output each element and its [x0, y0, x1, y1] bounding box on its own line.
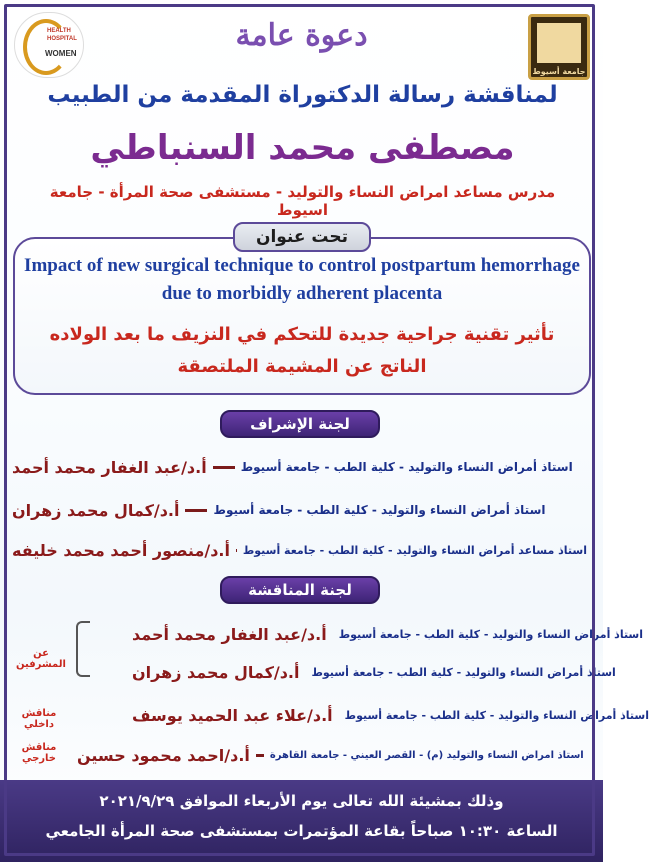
member-name: أ.د/كمال محمد زهران [12, 500, 180, 520]
member-affiliation: استاذ أمراض النساء والتوليد - كلية الطب - جامعة أسيوط [338, 627, 644, 641]
candidate-name: مصطفى محمد السنباطي [90, 128, 515, 168]
right-logo-text: جامعة أسيوط [532, 67, 586, 76]
english-thesis-title: Impact of new surgical technique to control postpartum hemorrhage due to morbidly adherent placenta [24, 255, 580, 304]
member-name: أ.د/عبد الغفار محمد أحمد [132, 624, 327, 644]
footer-date-line: وذلك بمشيئة الله تعالى يوم الأربعاء الموافق ٢٠٢١/٩/٢٩ [99, 792, 504, 810]
note-internal-examiner: مناقش داخلي [21, 708, 57, 730]
member-name: أ.د/منصور أحمد محمد خليفه [12, 540, 230, 560]
topic-label: تحت عنوان [233, 222, 371, 252]
member-affiliation: استاذ أمراض النساء والتوليد - كلية الطب - جامعة أسيوط [213, 503, 546, 517]
member-affiliation: استاذ مساعد أمراض النساء والتوليد - كلية الطب - جامعة أسيوط [242, 543, 587, 557]
member-affiliation: استاذ أمراض النساء والتوليد - كلية الطب - جامعة أسيوط [240, 460, 573, 474]
arabic-thesis-title-line1: تأثير تقنية جراحية جديدة للتحكم في النزيف ما بعد الولاده [49, 324, 555, 345]
member-affiliation: استاذ امراض النساء والتوليد (م) - القصر العيني - جامعة القاهرة [269, 749, 584, 761]
candidate-role: مدرس مساعد امراض النساء والتوليد - مستشفى صحة المرأة - جامعة اسيوط [49, 183, 556, 219]
footer-time-location-line: الساعة ١٠:٣٠ صباحاً بقاعة المؤتمرات بمستشفى صحة المرأة الجامعي [45, 822, 558, 840]
discussion-committee-label: لجنة المناقشة [220, 576, 380, 604]
note-supervisors: عن المشرفين [16, 648, 66, 670]
member-name: أ.د/احمد محمود حسين [77, 745, 250, 765]
left-logo-text2: WOMEN [45, 49, 77, 58]
member-affiliation: استاذ أمراض النساء والتوليد - كلية الطب - جامعة أسيوط [311, 665, 616, 679]
invitation-title: دعوة عامة [235, 18, 368, 53]
supervision-committee-label: لجنة الإشراف [220, 410, 380, 438]
left-logo-text: HEALTH HOSPITAL [47, 28, 77, 42]
member-name: أ.د/علاء عبد الحميد يوسف [132, 705, 333, 725]
member-name: أ.د/عبد الغفار محمد أحمد [12, 457, 207, 477]
member-name: أ.د/كمال محمد زهران [132, 662, 300, 682]
intro-line: لمناقشة رسالة الدكتوراة المقدمة من الطبيب [47, 82, 558, 108]
member-affiliation: استاذ أمراض النساء والتوليد - كلية الطب - جامعة أسيوط [344, 708, 649, 722]
arabic-thesis-title-line2: الناتج عن المشيمة الملتصقة [177, 356, 427, 377]
note-external-examiner: مناقش خارجي [21, 742, 57, 764]
page-border [4, 4, 595, 856]
